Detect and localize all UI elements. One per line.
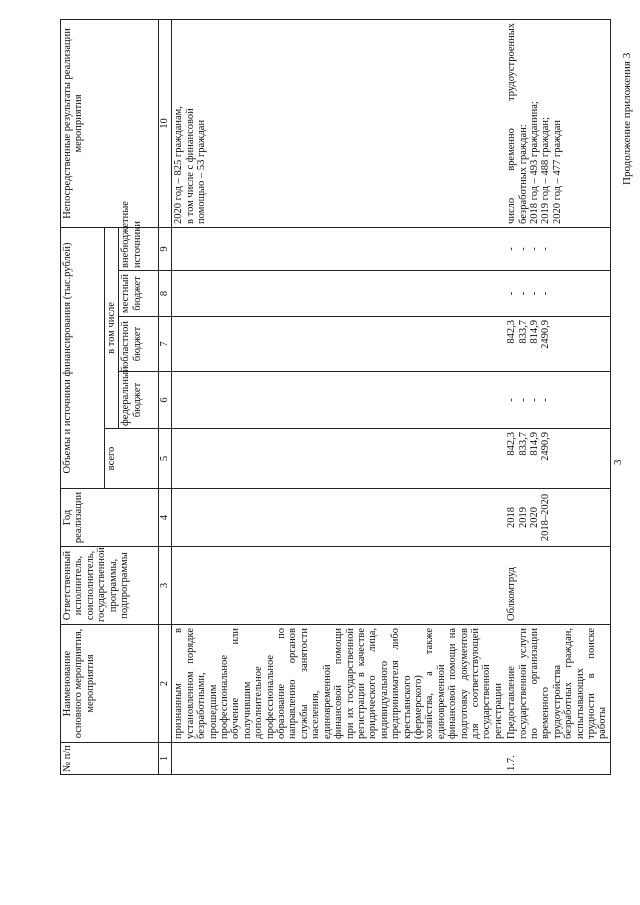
table-row <box>505 19 610 774</box>
program-activities-table <box>60 19 611 775</box>
col-number: 3 <box>159 547 172 625</box>
col-number: 6 <box>159 372 172 429</box>
col-number: 9 <box>159 227 172 270</box>
col-number: 10 <box>159 19 172 227</box>
page-number: 3 <box>612 459 624 465</box>
header-responsible: Ответственный исполнитель, соисполнитель, государственной программы, подпрограммы <box>61 547 159 625</box>
row-num <box>172 743 505 775</box>
header-funding: Объемы и источники финансирования (тыс.рублей) <box>61 227 105 488</box>
row-results: 2020 год – 825 гражданам, в том числе с финансовой помощью – 53 граждан <box>172 19 505 227</box>
header-results: Непосредственные результаты реализации мероприятия <box>61 19 159 227</box>
row-num: 1.7. <box>505 743 610 775</box>
header-year: Год реализации <box>61 489 159 547</box>
col-number: 1 <box>159 743 172 775</box>
col-number: 5 <box>159 429 172 489</box>
row-total: 842,3 833,7 814,9 2490,9 <box>505 429 610 489</box>
row-responsible: Облкомтруд <box>505 547 610 625</box>
col-number: 8 <box>159 271 172 317</box>
header-regional: областной бюджет <box>119 317 159 372</box>
continuation-label: Продолжение приложения 3 <box>621 52 633 185</box>
header-incl: в том числе <box>105 227 119 428</box>
col-number: 2 <box>159 625 172 743</box>
col-number: 4 <box>159 489 172 547</box>
table-row <box>172 19 505 774</box>
header-num: № п/п <box>61 743 159 775</box>
row-local: - - - - <box>505 271 610 317</box>
row-name: Предоставление государственной услуги по организации временного трудоустройства безработных граждан, испытывающих трудности в поиске работы <box>505 625 610 743</box>
col-number: 7 <box>159 317 172 372</box>
row-federal: - - - - <box>505 372 610 429</box>
row-years: 2018 2019 2020 2018–2020 <box>505 489 610 547</box>
row-regional: 842,3 833,7 814,9 2490,9 <box>505 317 610 372</box>
header-federal: федеральный бюджет <box>119 372 159 429</box>
row-extra: - - - - <box>505 227 610 270</box>
row-results: число временно трудоустроенных безработных граждан: 2018 год – 493 гражданина; 2019 год – 488 граждан; 2020 год – 477 граждан <box>505 19 610 227</box>
header-local: местный бюджет <box>119 271 159 317</box>
header-extra: внебюджетные источники <box>119 227 159 270</box>
row-name: признанным в установленном порядке безработными, прошедшим профессиональное обучение или получившим дополнительное профессиональное образование по направлению органов службы занятости населения, единовременной финансовой помощи при их государственной регистрации в качестве юридического лица, индивидуального предпринимателя либо крестьянского (фермерского) хозяйства, а также единовременной финансовой помощи на подготовку документов для соответствующей государственной регистрации <box>172 625 505 743</box>
header-name: Наименование основного мероприятия, мероприятия <box>61 625 159 743</box>
header-total: всего <box>105 429 159 489</box>
